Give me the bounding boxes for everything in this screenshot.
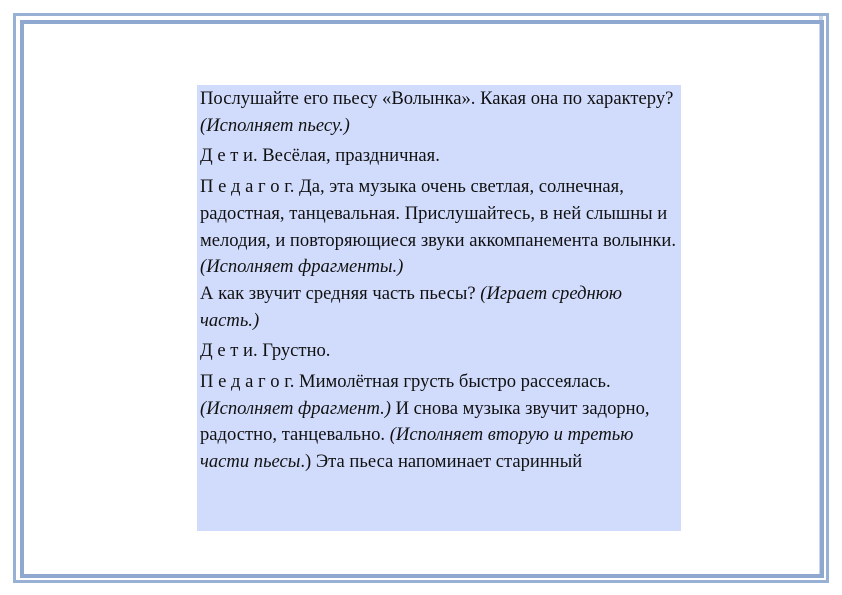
paragraph-teacher-2: [200, 369, 681, 476]
paragraph-text: Весёлая, праздничная.: [257, 145, 440, 167]
text-panel: [197, 85, 681, 531]
paragraph-intro: [200, 85, 681, 139]
stage-direction: (Исполняет фрагмент.): [200, 397, 391, 419]
paragraph-question: [200, 281, 681, 334]
speaker-label: Д е т и.: [200, 340, 258, 362]
stage-direction: (Исполняет фрагменты.): [200, 256, 404, 278]
paragraph-text: .) Эта пьеса напоминает старинный: [300, 451, 583, 473]
paragraph-text: Послушайте его пьесу «Волынка». Какая она по характеру?: [200, 88, 674, 109]
paragraph-text: Да, эта музыка очень светлая, солнечная, радостная, танцевальная. Прислушайтесь, в ней слышны и мелодия, и повторяющиеся звуки аккомпанемента волынки.: [200, 176, 677, 251]
stage-direction: (Исполняет вторую и третью части пьесы: [200, 424, 634, 473]
speaker-label: Д е т и.: [200, 145, 258, 167]
paragraph-text: А как звучит средняя часть пьесы?: [200, 282, 481, 304]
stage-direction: (Исполняет пьесу.): [200, 114, 350, 136]
paragraph-text: И снова музыка звучит задорно, радостно, танцевально.: [200, 397, 650, 446]
paragraph-text: Грустно.: [257, 340, 331, 362]
paragraph-text: Мимолётная грусть быстро рассеялась.: [294, 371, 611, 393]
paragraph-children-reply-2: [200, 338, 681, 365]
stage-direction: (Играет среднюю часть.): [200, 282, 622, 331]
speaker-label: П е д а г о г.: [200, 371, 295, 393]
paragraph-teacher-1: [200, 174, 681, 281]
speaker-label: П е д а г о г.: [200, 176, 295, 198]
paragraph-children-reply-1: [200, 143, 681, 170]
